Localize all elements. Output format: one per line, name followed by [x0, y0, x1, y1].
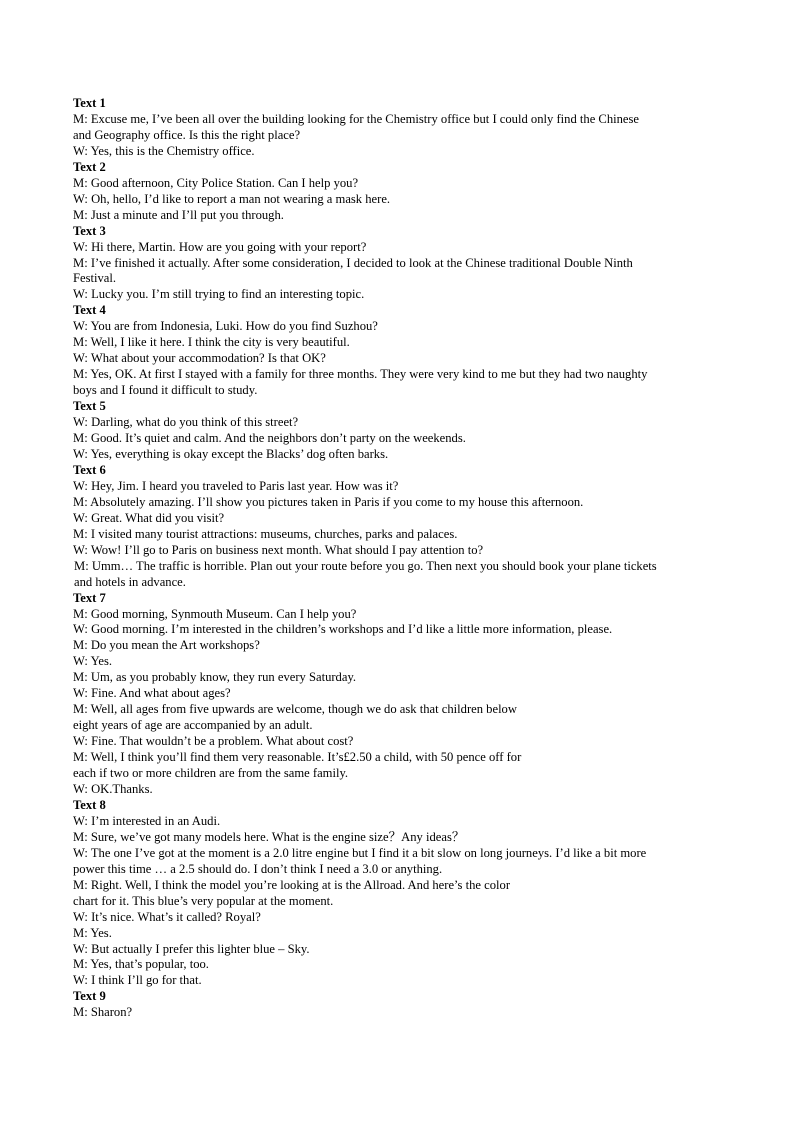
- dialogue-text: W: I think I’ll go for that.: [73, 973, 202, 988]
- dialogue-text: W: Fine. And what about ages?: [73, 686, 231, 701]
- dialogue-line: [73, 431, 733, 447]
- dialogue-text: W: Wow! I’ll go to Paris on business next month. What should I pay attention to?: [73, 542, 484, 557]
- dialogue-text: M: I’ve finished it actually. After some consideration, I decided to look at the Chinese traditional Double Ninth: [73, 255, 633, 270]
- dialogue-text: M: Well, all ages from five upwards are welcome, though we do ask that children below: [73, 702, 517, 717]
- dialogue-line: [73, 335, 733, 351]
- section-heading: Text 4: [73, 303, 106, 318]
- dialogue-line: [73, 176, 733, 192]
- dialogue-line: [73, 144, 733, 160]
- dialogue-continuation: power this time … a 2.5 should do. I don’t think I need a 3.0 or anything.: [73, 861, 443, 876]
- dialogue-text: M: Yes.: [73, 925, 112, 940]
- dialogue-text: W: Yes, everything is okay except the Blacks’ dog often barks.: [73, 446, 389, 461]
- dialogue-line: [73, 351, 733, 367]
- dialogue-continuation: eight years of age are accompanied by an adult.: [73, 718, 313, 733]
- dialogue-line: [73, 686, 733, 702]
- dialogue-text: W: Hey, Jim. I heard you traveled to Paris last year. How was it?: [73, 478, 399, 493]
- dialogue-line: [73, 957, 733, 973]
- dialogue-text: M: Umm… The traffic is horrible. Plan out your route before you go. Then next you should book your plane tickets: [74, 558, 657, 573]
- dialogue-line: [73, 367, 733, 399]
- dialogue-text: W: I’m interested in an Audi.: [73, 813, 221, 828]
- dialogue-text: M: Do you mean the Art workshops?: [73, 638, 260, 653]
- section-heading: Text 1: [73, 96, 106, 110]
- dialogue-line: [73, 973, 733, 989]
- dialogue-line: [73, 479, 733, 495]
- dialogue-line: [73, 926, 733, 942]
- dialogue-text: W: Darling, what do you think of this street?: [73, 415, 299, 430]
- transcript-document: [73, 96, 733, 1021]
- dialogue-text: M: I visited many tourist attractions: museums, churches, parks and palaces.: [73, 526, 458, 541]
- section-heading: Text 8: [73, 797, 106, 812]
- dialogue-line: [73, 654, 733, 670]
- dialogue-continuation: boys and I found it difficult to study.: [73, 383, 258, 398]
- dialogue-text: M: Well, I like it here. I think the city is very beautiful.: [73, 335, 350, 350]
- dialogue-text: M: Good morning, Synmouth Museum. Can I help you?: [73, 606, 357, 621]
- dialogue-text: W: What about your accommodation? Is that OK?: [73, 351, 326, 366]
- dialogue-line: [73, 287, 733, 303]
- dialogue-text: W: You are from Indonesia, Luki. How do you find Suzhou?: [73, 319, 378, 334]
- dialogue-text: W: The one I’ve got at the moment is a 2.0 litre engine but I find it a bit slow on long journeys. I’d like a bit more: [73, 845, 647, 860]
- dialogue-text: W: It’s nice. What’s it called? Royal?: [73, 909, 261, 924]
- dialogue-text: M: Yes, that’s popular, too.: [73, 957, 209, 972]
- dialogue-line: [73, 511, 733, 527]
- dialogue-text: W: But actually I prefer this lighter blue – Sky.: [73, 941, 310, 956]
- dialogue-line: [73, 1005, 733, 1021]
- dialogue-text: W: OK.Thanks.: [73, 781, 153, 796]
- dialogue-line: [73, 208, 733, 224]
- dialogue-line: [73, 622, 733, 638]
- dialogue-line: [73, 782, 733, 798]
- dialogue-line: [73, 607, 733, 623]
- dialogue-text: W: Great. What did you visit?: [73, 510, 225, 525]
- section-heading: Text 3: [73, 223, 106, 238]
- dialogue-line: [73, 495, 733, 511]
- dialogue-line: [73, 750, 733, 782]
- dialogue-line: [73, 670, 733, 686]
- dialogue-text: M: Yes, OK. At first I stayed with a family for three months. They were very kind to me but they had two naughty: [73, 367, 648, 382]
- dialogue-text: M: Good. It’s quiet and calm. And the neighbors don’t party on the weekends.: [73, 431, 466, 446]
- dialogue-continuation: and Geography office. Is this the right place?: [73, 127, 301, 142]
- dialogue-line: [73, 240, 733, 256]
- dialogue-line: [73, 527, 733, 543]
- dialogue-text: M: Good afternoon, City Police Station. Can I help you?: [73, 175, 359, 190]
- dialogue-line: [73, 415, 733, 431]
- dialogue-line: [73, 319, 733, 335]
- dialogue-line: [73, 830, 733, 846]
- dialogue-line: [73, 447, 733, 463]
- dialogue-text: W: Hi there, Martin. How are you going with your report?: [73, 239, 367, 254]
- dialogue-text: W: Lucky you. I’m still trying to find an interesting topic.: [73, 287, 365, 302]
- dialogue-text: W: Yes, this is the Chemistry office.: [73, 143, 255, 158]
- dialogue-line: [73, 734, 733, 750]
- dialogue-line: [73, 910, 733, 926]
- dialogue-text: M: Just a minute and I’ll put you through.: [73, 207, 284, 222]
- dialogue-text: M: Absolutely amazing. I’ll show you pictures taken in Paris if you come to my house this afternoon.: [73, 494, 584, 509]
- dialogue-line: [73, 702, 733, 734]
- dialogue-line: [73, 814, 733, 830]
- dialogue-text: W: Yes.: [73, 654, 113, 669]
- dialogue-line: [73, 638, 733, 654]
- dialogue-text: W: Oh, hello, I’d like to report a man not wearing a mask here.: [73, 191, 391, 206]
- dialogue-continuation: each if two or more children are from the same family.: [73, 766, 349, 781]
- dialogue-line: [73, 192, 733, 208]
- dialogue-continuation: Festival.: [73, 271, 117, 286]
- section-heading: Text 9: [73, 989, 106, 1004]
- dialogue-text: M: Well, I think you’ll find them very reasonable. It’s£2.50 a child, with 50 pence off for: [73, 750, 522, 765]
- dialogue-text: W: Fine. That wouldn’t be a problem. What about cost?: [73, 734, 354, 749]
- dialogue-line: [73, 543, 733, 559]
- section-heading: Text 7: [73, 590, 106, 605]
- section-heading: Text 2: [73, 159, 106, 174]
- dialogue-line: [73, 846, 733, 878]
- dialogue-line: [73, 256, 733, 288]
- dialogue-text: M: Um, as you probably know, they run every Saturday.: [73, 670, 357, 685]
- dialogue-text: M: Sharon?: [73, 1005, 133, 1020]
- dialogue-line: [73, 942, 733, 958]
- dialogue-text: M: Sure, we’ve got many models here. What is the engine size？Any ideas？: [73, 829, 465, 844]
- dialogue-line: [73, 878, 733, 910]
- section-heading: Text 6: [73, 462, 106, 477]
- dialogue-continuation: and hotels in advance.: [74, 574, 186, 589]
- dialogue-line: [73, 559, 733, 591]
- dialogue-text: W: Good morning. I’m interested in the children’s workshops and I’d like a little more information, please.: [73, 622, 613, 637]
- dialogue-text: M: Excuse me, I’ve been all over the building looking for the Chemistry office but I could only find the Chinese: [73, 111, 640, 126]
- dialogue-continuation: chart for it. This blue’s very popular at the moment.: [73, 893, 334, 908]
- section-heading: Text 5: [73, 399, 106, 414]
- dialogue-text: M: Right. Well, I think the model you’re looking at is the Allroad. And here’s the color: [73, 877, 511, 892]
- dialogue-line: [73, 112, 733, 144]
